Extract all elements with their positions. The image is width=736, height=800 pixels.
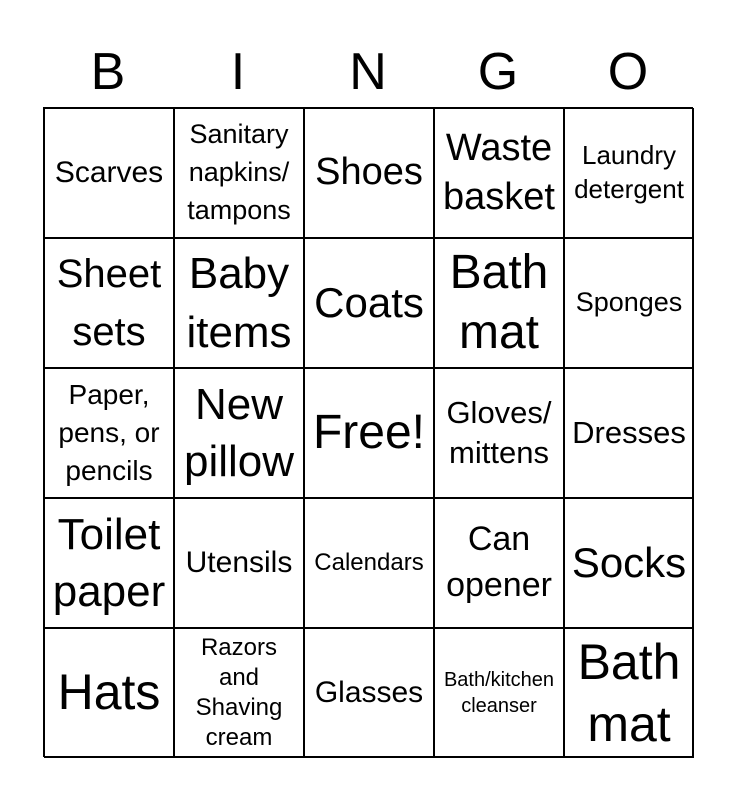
bingo-cell[interactable] xyxy=(434,498,564,628)
bingo-cell-text: Laundry detergent xyxy=(574,140,684,204)
bingo-board xyxy=(43,107,693,757)
bingo-cell[interactable] xyxy=(174,628,304,758)
bingo-cell-text: Free! xyxy=(312,406,426,460)
bingo-cell-text: Shoes xyxy=(315,151,423,194)
bingo-cell[interactable] xyxy=(434,368,564,498)
header-letter-b: B xyxy=(90,43,126,101)
bingo-cell-text: Bath/kitchen cleanser xyxy=(443,669,555,717)
bingo-cell-text: Sheet sets xyxy=(56,252,162,354)
header-letter-o: O xyxy=(607,43,649,101)
bingo-cell[interactable] xyxy=(44,368,174,498)
bingo-cell-text: Hats xyxy=(57,664,161,721)
bingo-header xyxy=(43,40,693,104)
bingo-cell-text: Razors and Shaving cream xyxy=(195,634,283,751)
bingo-cell-text: Baby items xyxy=(186,248,292,357)
bingo-cell-text: Coats xyxy=(314,278,424,326)
bingo-cell-text: Bath mat xyxy=(577,633,681,752)
bingo-cell[interactable] xyxy=(304,628,434,758)
header-letter-g: G xyxy=(477,43,519,101)
bingo-cell[interactable] xyxy=(44,108,174,238)
bingo-cell[interactable] xyxy=(304,498,434,628)
header-letter-n: N xyxy=(349,43,387,101)
bingo-cell[interactable] xyxy=(304,108,434,238)
bingo-cell[interactable] xyxy=(174,498,304,628)
bingo-cell-text: Gloves/ mittens xyxy=(446,394,552,470)
bingo-cell-text: Bath mat xyxy=(449,246,549,359)
bingo-cell[interactable] xyxy=(174,368,304,498)
bingo-cell[interactable] xyxy=(564,368,694,498)
bingo-cell[interactable] xyxy=(564,628,694,758)
bingo-cell[interactable] xyxy=(434,238,564,368)
bingo-cell-text: Toilet paper xyxy=(52,509,166,616)
bingo-cell[interactable] xyxy=(174,238,304,368)
bingo-cell-text: Sponges xyxy=(575,287,683,318)
bingo-cell[interactable] xyxy=(564,498,694,628)
bingo-cell-text: Calendars xyxy=(314,549,424,577)
bingo-cell-text: Scarves xyxy=(54,155,164,189)
bingo-cell-text: Socks xyxy=(571,538,687,586)
bingo-cell-text: Paper, pens, or pencils xyxy=(58,379,160,486)
bingo-free-space[interactable] xyxy=(304,368,434,498)
bingo-cell[interactable] xyxy=(44,238,174,368)
bingo-cell[interactable] xyxy=(44,498,174,628)
bingo-cell-text: Sanitary napkins/ tampons xyxy=(187,119,291,225)
bingo-cell-text: Glasses xyxy=(314,675,424,709)
bingo-cell-text: Utensils xyxy=(185,545,293,579)
bingo-cell[interactable] xyxy=(44,628,174,758)
bingo-cell-text: Waste basket xyxy=(443,126,555,218)
bingo-cell-text: New pillow xyxy=(183,379,295,486)
bingo-cell[interactable] xyxy=(304,238,434,368)
bingo-cell[interactable] xyxy=(564,108,694,238)
bingo-cell-text: Can opener xyxy=(446,520,552,604)
bingo-cell[interactable] xyxy=(434,628,564,758)
bingo-cell-text: Dresses xyxy=(572,415,686,451)
bingo-cell[interactable] xyxy=(174,108,304,238)
bingo-cell[interactable] xyxy=(564,238,694,368)
bingo-cell[interactable] xyxy=(434,108,564,238)
header-letter-i: I xyxy=(230,43,246,101)
